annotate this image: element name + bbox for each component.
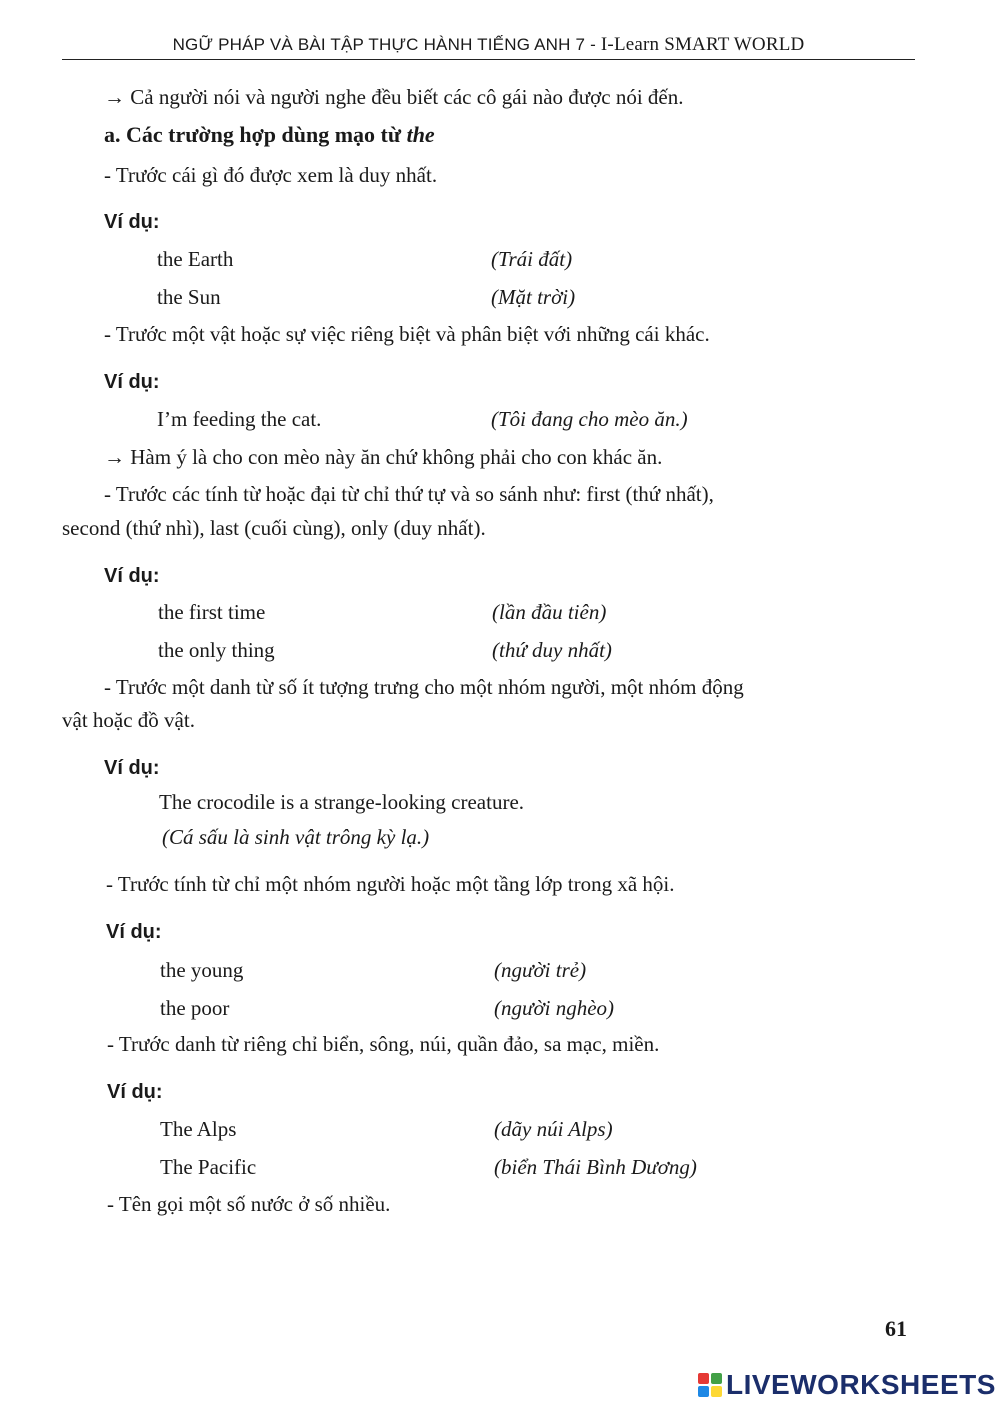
logo-square-yellow — [711, 1386, 722, 1397]
rule-singular-line2: vật hoặc đồ vật. — [62, 708, 195, 732]
example-label: Ví dụ: — [107, 1081, 163, 1103]
example-en: the Earth — [157, 247, 234, 271]
logo-square-blue — [698, 1386, 709, 1397]
rule-adjective-group: - Trước tính từ chỉ một nhóm người hoặc một tầng lớp trong xã hội. — [106, 872, 675, 896]
rule-proper-nouns: - Trước danh từ riêng chỉ biển, sông, núi, quần đảo, sa mạc, miền. — [107, 1032, 660, 1056]
section-heading — [104, 122, 435, 148]
rule-specific: - Trước một vật hoặc sự việc riêng biệt và phân biệt với những cái khác. — [104, 322, 710, 346]
example-en: the first time — [158, 600, 266, 624]
example-vi: (biển Thái Bình Dương) — [494, 1155, 697, 1179]
example-en: the young — [160, 958, 244, 982]
section-heading-the: the — [406, 122, 435, 147]
example-vi: (lần đầu tiên) — [492, 600, 607, 624]
example-label: Ví dụ: — [104, 211, 160, 233]
example-en: The crocodile is a strange-looking creature. — [159, 790, 525, 814]
example-label: Ví dụ: — [104, 757, 160, 779]
example-vi: (Trái đất) — [491, 247, 573, 271]
example-en: the poor — [160, 996, 230, 1020]
rule-ordinal-line1: - Trước các tính từ hoặc đại từ chỉ thứ tự và so sánh như: first (thứ nhất), — [104, 482, 714, 506]
running-header — [62, 34, 915, 60]
rule-unique: - Trước cái gì đó được xem là duy nhất. — [104, 163, 438, 187]
example-label: Ví dụ: — [104, 565, 160, 587]
example-en: the only thing — [158, 638, 275, 662]
rule-singular-line1: - Trước một danh từ số ít tượng trưng cho một nhóm người, một nhóm động — [104, 675, 744, 699]
example-en: The Pacific — [160, 1155, 257, 1179]
example-vi: (dãy núi Alps) — [494, 1117, 613, 1141]
example-vi: (Cá sấu là sinh vật trông kỳ lạ.) — [162, 825, 430, 849]
example-en: I’m feeding the cat. — [157, 407, 322, 431]
example-vi: (Tôi đang cho mèo ăn.) — [491, 407, 688, 431]
example-en: The Alps — [160, 1117, 237, 1141]
intro-line: → Cả người nói và người nghe đều biết các cô gái nào được nói đến. — [104, 85, 684, 109]
section-heading-text: a. Các trường hợp dùng mạo từ — [104, 122, 407, 147]
example-vi: (thứ duy nhất) — [492, 638, 612, 662]
example-label: Ví dụ: — [106, 921, 162, 943]
example-vi: (Mặt trời) — [491, 285, 576, 309]
page-number: 61 — [885, 1316, 907, 1341]
rule-plural-countries: - Tên gọi một số nước ở số nhiều. — [107, 1192, 391, 1216]
example-vi: (người nghèo) — [494, 996, 615, 1020]
rule-specific-note: → Hàm ý là cho con mèo này ăn chứ không phải cho con khác ăn. — [104, 445, 663, 469]
header-brand: I-Learn SMART WORLD — [600, 34, 805, 55]
example-en: the Sun — [157, 285, 221, 309]
example-label: Ví dụ: — [104, 371, 160, 393]
liveworksheets-logo-icon — [698, 1373, 722, 1397]
logo-square-red — [698, 1373, 709, 1384]
logo-square-green — [711, 1373, 722, 1384]
liveworksheets-logo-text: LIVEWORKSHEETS — [726, 1369, 996, 1400]
header-title: NGỮ PHÁP VÀ BÀI TẬP THỰC HÀNH TIẾNG ANH 7 - — [172, 35, 601, 54]
example-vi: (người trẻ) — [494, 958, 587, 982]
liveworksheets-logo — [698, 1370, 996, 1400]
rule-ordinal-line2: second (thứ nhì), last (cuối cùng), only (duy nhất). — [62, 516, 486, 540]
